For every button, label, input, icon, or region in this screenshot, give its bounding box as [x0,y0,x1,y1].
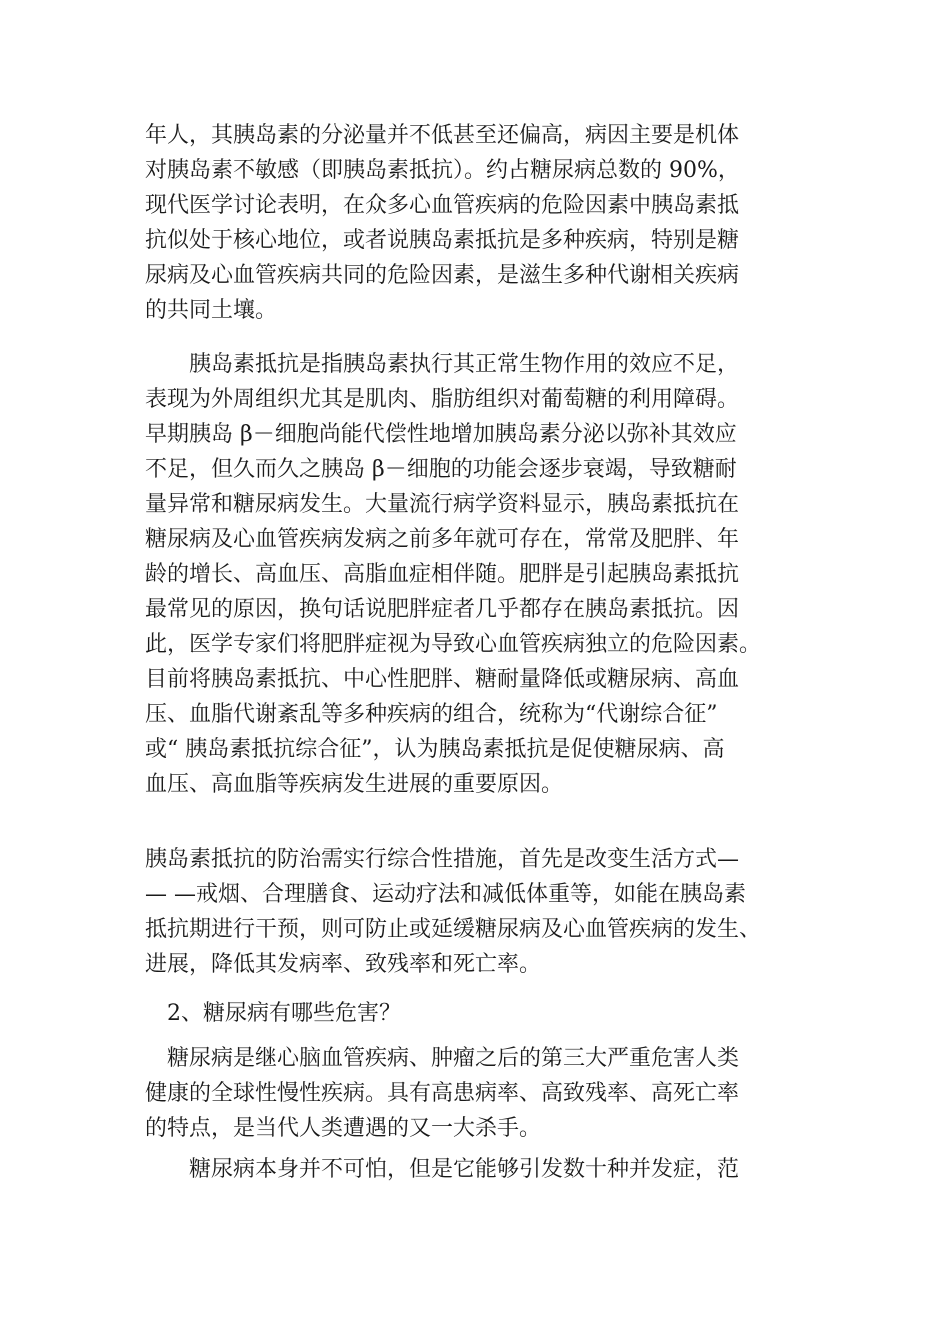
text-line: 的特点，是当代人类遭遇的又一大杀手。 [145,1116,542,1141]
text-line: 现代医学讨论表明，在众多心血管疾病的危险因素中胰岛素抵 [145,193,740,218]
text-line: 的共同土壤。 [145,298,278,323]
text-line: 量异常和糖尿病发生。大量流行病学资料显示，胰岛素抵抗在 [145,492,740,517]
text-line: 血压、高血脂等疾病发生进展的重要原因。 [145,772,564,797]
text-line: 年人，其胰岛素的分泌量并不低甚至还偏高，病因主要是机体 [145,123,740,148]
text-line: 糖尿病是继心脑血管疾病、肿瘤之后的第三大严重危害人类 [145,1046,740,1071]
text-line: 尿病及心血管疾病共同的危险因素，是滋生多种代谢相关疾病 [145,263,740,288]
text-line: 早期胰岛 β－细胞尚能代偿性地增加胰岛素分泌以弥补其效应 [145,422,737,447]
text-line: 或“ 胰岛素抵抗综合征”，认为胰岛素抵抗是促使糖尿病、高 [145,737,725,762]
heading-line: 2、糖尿病有哪些危害？ [145,1001,401,1026]
text-line: 此，医学专家们将肥胖症视为导致心血管疾病独立的危险因素。 [145,632,762,657]
text-line: 抵抗期进行干预，则可防止或延缓糖尿病及心血管疾病的发生、 [145,917,762,942]
text-line: 最常见的原因，换句话说肥胖症者几乎都存在胰岛素抵抗。因 [145,597,740,622]
text-line: 目前将胰岛素抵抗、中心性肥胖、糖耐量降低或糖尿病、高血 [145,667,740,692]
text-line: 龄的增长、高血压、高脂血症相伴随。肥胖是引起胰岛素抵抗 [145,562,740,587]
section-heading-diabetes-harm [145,996,815,1031]
paragraph-insulin-resistance-definition [145,347,815,802]
text-line: — —戒烟、合理膳食、运动疗法和减低体重等，如能在胰岛素 [145,882,746,907]
text-line: 对胰岛素不敏感（即胰岛素抵抗）。约占糖尿病总数的 90%， [145,158,740,183]
text-line: 进展，降低其发病率、致残率和死亡率。 [145,952,542,977]
paragraph-insulin-resistance-intro [145,118,815,328]
text-line: 胰岛素抵抗是指胰岛素执行其正常生物作用的效应不足， [145,352,740,377]
text-line: 表现为外周组织尤其是肌肉、脂肪组织对葡萄糖的利用障碍。 [145,387,740,412]
text-line: 抗似处于核心地位，或者说胰岛素抵抗是多种疾病，特别是糖 [145,228,740,253]
text-line: 胰岛素抵抗的防治需实行综合性措施，首先是改变生活方式— [145,847,740,872]
text-line: 糖尿病本身并不可怕，但是它能够引发数十种并发症，范 [145,1157,740,1182]
text-line: 健康的全球性慢性疾病。具有高患病率、高致残率、高死亡率 [145,1081,740,1106]
text-line: 压、血脂代谢紊乱等多种疾病的组合，统称为“代谢综合征” [145,702,718,727]
text-line: 不足，但久而久之胰岛 β－细胞的功能会逐步衰竭，导致糖耐 [145,457,737,482]
paragraph-diabetes-harm [145,1041,815,1146]
paragraph-complications [145,1152,815,1187]
paragraph-prevention [145,842,815,982]
text-line: 糖尿病及心血管疾病发病之前多年就可存在，常常及肥胖、年 [145,527,740,552]
